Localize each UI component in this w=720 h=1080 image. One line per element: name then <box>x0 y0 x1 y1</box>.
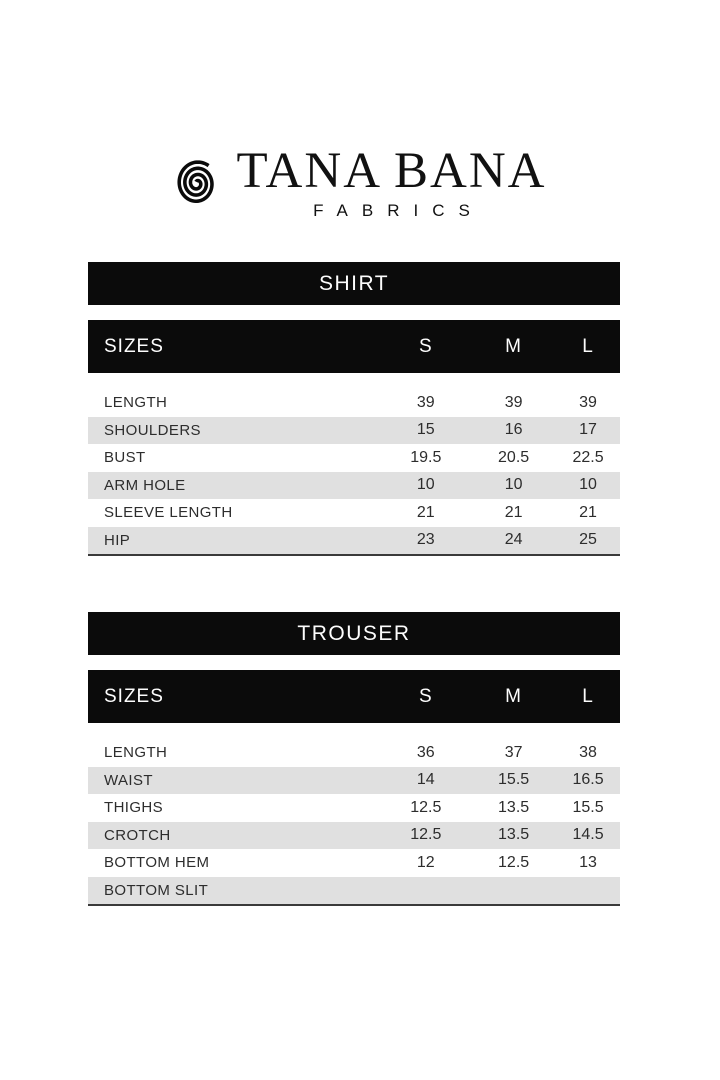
row-value: 19.5 <box>410 448 442 466</box>
row-value: 20.5 <box>498 448 530 466</box>
table-row <box>88 389 620 417</box>
row-value: 15.5 <box>572 798 604 816</box>
row-value: 10 <box>504 476 523 494</box>
row-value: 25 <box>579 531 597 549</box>
row-value: 36 <box>416 743 435 761</box>
table-row <box>88 849 620 877</box>
row-value: 22.5 <box>572 448 604 466</box>
row-value: 24 <box>504 531 523 549</box>
row-value: 38 <box>579 743 597 761</box>
table-row <box>88 472 620 500</box>
row-label: BOTTOM SLIT <box>104 881 209 899</box>
trouser-table-title <box>88 612 620 655</box>
row-value: 15.5 <box>498 771 530 789</box>
table-title-text: TROUSER <box>297 621 411 645</box>
row-value: 15 <box>416 421 435 439</box>
row-label: LENGTH <box>104 394 168 412</box>
table-row <box>88 877 620 905</box>
row-value: 23 <box>416 531 435 549</box>
table-row <box>88 499 620 527</box>
row-label: SLEEVE LENGTH <box>104 504 233 522</box>
shirt-sizes-header <box>88 320 620 373</box>
row-value: 39 <box>416 393 435 411</box>
row-value: 10 <box>416 476 435 494</box>
row-value: 21 <box>579 503 597 521</box>
row-value: 13.5 <box>498 798 530 816</box>
column-header-m: M <box>505 335 522 357</box>
row-value: 16.5 <box>572 771 604 789</box>
row-label: ARM HOLE <box>104 476 186 494</box>
row-value: 21 <box>416 503 435 521</box>
row-label: CROTCH <box>104 826 171 844</box>
shirt-size-table <box>88 262 620 556</box>
row-value: 10 <box>579 476 597 494</box>
trouser-table-body <box>88 739 620 906</box>
shirt-table-title <box>88 262 620 305</box>
column-header-m: M <box>505 685 522 707</box>
table-row <box>88 417 620 445</box>
row-label: BUST <box>104 449 146 467</box>
row-value: 14.5 <box>572 826 604 844</box>
row-label: THIGHS <box>104 799 164 817</box>
brand-logo <box>0 143 720 221</box>
sizes-label: SIZES <box>104 335 164 357</box>
row-value: 13.5 <box>498 826 530 844</box>
column-header-s: S <box>418 335 433 357</box>
row-value: 13 <box>579 853 597 871</box>
row-value: 12 <box>416 853 435 871</box>
spiral-icon <box>173 157 221 211</box>
table-row <box>88 739 620 767</box>
row-label: SHOULDERS <box>104 421 201 439</box>
table-row <box>88 444 620 472</box>
row-label: LENGTH <box>104 744 168 762</box>
trouser-sizes-header <box>88 670 620 723</box>
row-value: 39 <box>504 393 523 411</box>
column-header-s: S <box>418 685 433 707</box>
row-value: 39 <box>579 393 597 411</box>
row-value: 37 <box>504 743 523 761</box>
row-value: 12.5 <box>498 853 530 871</box>
row-value: 16 <box>504 421 523 439</box>
row-label: HIP <box>104 531 131 549</box>
table-row <box>88 527 620 555</box>
sizes-label: SIZES <box>104 685 164 707</box>
row-value: 14 <box>416 771 435 789</box>
row-value: 12.5 <box>410 826 442 844</box>
row-value: 21 <box>504 503 523 521</box>
table-title-text: SHIRT <box>318 271 390 295</box>
row-label: WAIST <box>104 771 153 789</box>
table-row <box>88 794 620 822</box>
table-row <box>88 822 620 850</box>
brand-text <box>236 143 547 221</box>
row-value: 17 <box>579 421 597 439</box>
brand-subtitle: FABRICS <box>313 201 484 220</box>
column-header-l: L <box>582 335 594 357</box>
brand-title: TANA BANA <box>236 143 547 199</box>
column-header-l: L <box>582 685 594 707</box>
row-value: 12.5 <box>410 798 442 816</box>
shirt-table-body <box>88 389 620 556</box>
trouser-size-table <box>88 612 620 906</box>
table-row <box>88 767 620 795</box>
row-label: BOTTOM HEM <box>104 854 210 872</box>
